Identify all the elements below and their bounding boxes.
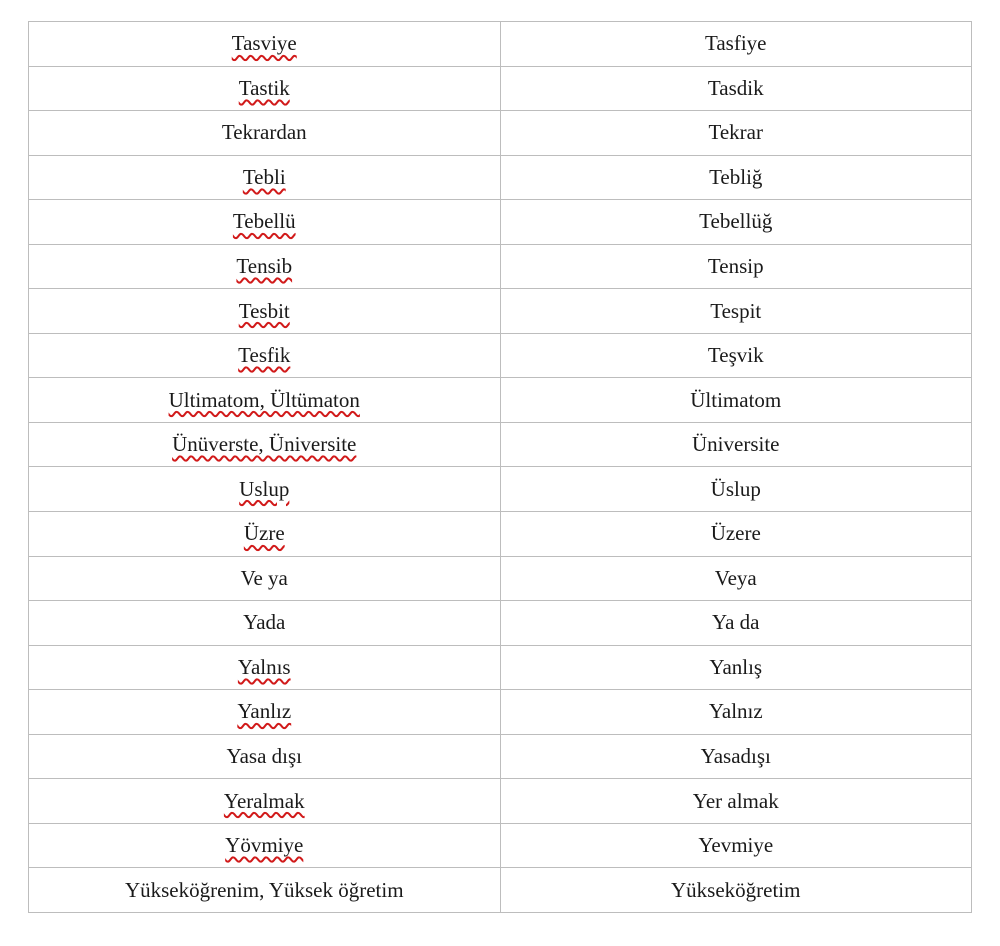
incorrect-cell: [29, 422, 501, 467]
table-row: [29, 155, 972, 200]
incorrect-word: Ultimatom, Ültümaton: [168, 387, 360, 412]
correct-word: Üzere: [710, 521, 761, 546]
correct-cell: [500, 690, 972, 735]
incorrect-word: Tebellü: [232, 209, 296, 234]
correct-cell: [500, 868, 972, 913]
correct-cell: [500, 200, 972, 245]
table-row: [29, 601, 972, 646]
correct-word: Tensip: [707, 254, 764, 278]
correct-cell: [500, 22, 972, 67]
incorrect-word: Yasa dışı: [226, 744, 302, 769]
incorrect-cell: [29, 467, 501, 512]
incorrect-word: Yövmiye: [225, 833, 304, 858]
table-row: [29, 512, 972, 557]
correct-word: Yer almak: [692, 788, 779, 813]
table-row: [29, 556, 972, 601]
incorrect-cell: [29, 734, 501, 779]
document-page: [28, 21, 972, 913]
table-row: [29, 378, 972, 423]
incorrect-word: Tastik: [238, 75, 290, 100]
incorrect-word: Yalnıs: [237, 654, 291, 679]
table-row: [29, 200, 972, 245]
incorrect-cell: [29, 512, 501, 557]
incorrect-word: Tesbit: [238, 298, 290, 323]
correct-word: Tekrar: [708, 120, 763, 145]
correct-cell: [500, 512, 972, 557]
table-row: [29, 244, 972, 289]
incorrect-cell: [29, 155, 501, 200]
correct-cell: [500, 111, 972, 156]
correct-word: Yevmiye: [698, 833, 774, 858]
table-row: [29, 690, 972, 735]
correct-word: Üslup: [710, 476, 761, 501]
correct-cell: [500, 66, 972, 111]
incorrect-word: Tekrardan: [221, 120, 307, 145]
table-row: [29, 333, 972, 378]
correct-word: Veya: [714, 565, 757, 590]
correct-cell: [500, 289, 972, 334]
incorrect-cell: [29, 779, 501, 824]
spelling-table-body: [29, 22, 972, 913]
incorrect-word: Tasviye: [231, 31, 297, 56]
table-row: [29, 66, 972, 111]
correct-cell: [500, 734, 972, 779]
incorrect-word: Ve ya: [240, 565, 288, 590]
correct-cell: [500, 467, 972, 512]
correct-word: Yükseköğretim: [671, 877, 801, 902]
table-row: [29, 289, 972, 334]
correct-word: Yasadışı: [700, 744, 771, 769]
correct-cell: [500, 422, 972, 467]
correct-word: Tebellüğ: [699, 209, 773, 234]
incorrect-cell: [29, 690, 501, 735]
incorrect-cell: [29, 378, 501, 423]
incorrect-cell: [29, 868, 501, 913]
incorrect-cell: [29, 289, 501, 334]
incorrect-word: Tensib: [236, 254, 293, 278]
table-row: [29, 111, 972, 156]
correct-cell: [500, 601, 972, 646]
incorrect-word: Uslup: [239, 476, 290, 501]
incorrect-cell: [29, 823, 501, 868]
incorrect-word: Tebli: [242, 164, 286, 189]
incorrect-word: Tesfik: [238, 343, 291, 368]
correct-cell: [500, 645, 972, 690]
correct-word: Tasfiye: [704, 31, 767, 56]
incorrect-cell: [29, 333, 501, 378]
table-row: [29, 467, 972, 512]
incorrect-cell: [29, 601, 501, 646]
correct-cell: [500, 779, 972, 824]
correct-cell: [500, 333, 972, 378]
correct-word: Tasdik: [707, 75, 764, 100]
correct-word: Ültimatom: [690, 387, 782, 412]
correct-word: Üniversite: [692, 432, 780, 457]
table-row: [29, 868, 972, 913]
correct-cell: [500, 155, 972, 200]
incorrect-word: Yükseköğrenim, Yüksek öğretim: [124, 877, 404, 902]
incorrect-cell: [29, 645, 501, 690]
correct-word: Teşvik: [707, 343, 764, 368]
correct-cell: [500, 244, 972, 289]
incorrect-word: Yanlız: [237, 699, 292, 724]
table-row: [29, 22, 972, 67]
incorrect-cell: [29, 556, 501, 601]
incorrect-word: Üzre: [243, 521, 285, 546]
spelling-table: [28, 21, 972, 913]
incorrect-word: Yada: [243, 610, 286, 635]
incorrect-word: Yeralmak: [223, 788, 305, 813]
correct-word: Ya da: [712, 610, 760, 635]
table-row: [29, 734, 972, 779]
incorrect-cell: [29, 111, 501, 156]
correct-cell: [500, 378, 972, 423]
correct-word: Yalnız: [708, 699, 763, 724]
incorrect-word: Ünüverste, Üniversite: [172, 432, 357, 457]
table-row: [29, 645, 972, 690]
incorrect-cell: [29, 66, 501, 111]
correct-word: Tebliğ: [709, 164, 763, 189]
correct-cell: [500, 556, 972, 601]
incorrect-cell: [29, 22, 501, 67]
incorrect-cell: [29, 200, 501, 245]
table-row: [29, 823, 972, 868]
table-row: [29, 779, 972, 824]
table-row: [29, 422, 972, 467]
correct-word: Tespit: [710, 298, 762, 323]
correct-word: Yanlış: [709, 654, 763, 679]
correct-cell: [500, 823, 972, 868]
incorrect-cell: [29, 244, 501, 289]
